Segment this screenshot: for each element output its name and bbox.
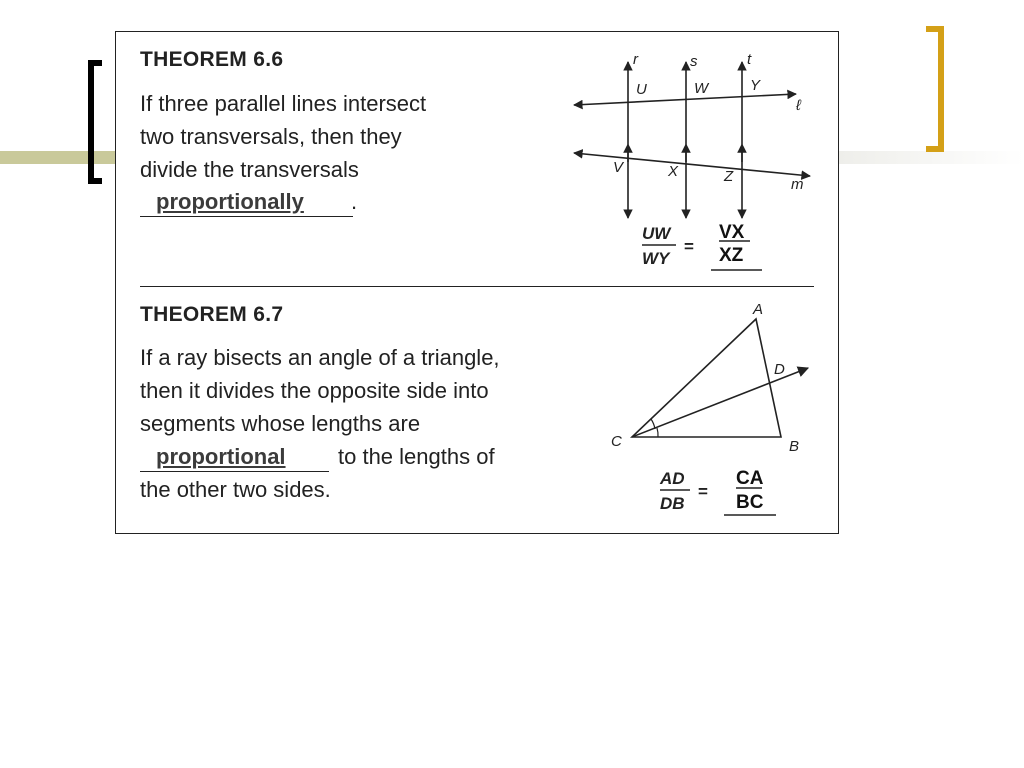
theorem-card [115, 31, 839, 534]
theorem-6-6-heading: THEOREM 6.6 [140, 48, 284, 71]
angle-bisector-ray [632, 368, 808, 437]
label-s: s [690, 53, 698, 70]
eq66-right-denominator: XZ [719, 245, 744, 266]
eq67-left-denominator: DB [660, 494, 685, 513]
theorem-6-7-line-4: to the lengths of [338, 444, 495, 469]
theorem-6-7-heading: THEOREM 6.7 [140, 303, 284, 326]
theorem-6-6-blank [140, 216, 353, 217]
transversal-m [574, 153, 810, 176]
label-r: r [633, 51, 638, 68]
theorem-6-7-answer: proportional [156, 444, 286, 469]
section-divider [140, 286, 814, 287]
eq66-equals: = [684, 237, 694, 256]
eq66-right-numerator: VX [719, 222, 745, 243]
theorem-6-7-equation [656, 464, 796, 520]
label-V: V [613, 159, 624, 176]
label-A: A [753, 301, 764, 318]
theorem-6-6-answer: proportionally [156, 189, 304, 214]
theorem-6-7-blank [140, 471, 329, 472]
theorem-6-6-period: . [351, 189, 358, 214]
eq66-left-numerator: UW [642, 224, 671, 243]
eq67-equals: = [698, 482, 708, 501]
label-Z: Z [724, 168, 734, 185]
right-bracket-decoration [926, 26, 944, 152]
label-t: t [747, 51, 752, 68]
eq67-right-denominator: BC [736, 492, 764, 513]
eq67-left-numerator: AD [660, 469, 685, 488]
theorem-6-7-line-2: then it divides the opposite side into [140, 378, 489, 403]
label-Y: Y [750, 77, 761, 94]
triangle-abc [632, 319, 781, 437]
label-X: X [668, 163, 679, 180]
theorem-6-6-line-3: divide the transversals [140, 157, 359, 182]
label-l: ℓ [796, 97, 801, 114]
theorem-6-6-line-1: If three parallel lines intersect [140, 91, 427, 116]
theorem-6-7-line-5: the other two sides. [140, 477, 331, 502]
label-D: D [774, 361, 785, 378]
triangle-figure [596, 294, 821, 464]
label-W: W [694, 80, 709, 97]
theorem-6-6-equation [634, 218, 794, 274]
label-C: C [611, 433, 622, 450]
label-m: m [791, 176, 804, 193]
eq66-left-denominator: WY [642, 249, 670, 268]
left-bracket-decoration [88, 60, 102, 184]
label-U: U [636, 81, 647, 98]
parallel-lines-figure [566, 50, 816, 235]
theorem-6-6-line-2: two transversals, then they [140, 124, 402, 149]
label-B: B [789, 438, 800, 455]
theorem-6-7-line-3: segments whose lengths are [140, 411, 421, 436]
decorative-bar-right [838, 151, 1024, 164]
eq67-right-numerator: CA [736, 468, 764, 489]
transversal-l [574, 94, 796, 105]
theorem-6-7-line-1: If a ray bisects an angle of a triangle, [140, 345, 500, 370]
